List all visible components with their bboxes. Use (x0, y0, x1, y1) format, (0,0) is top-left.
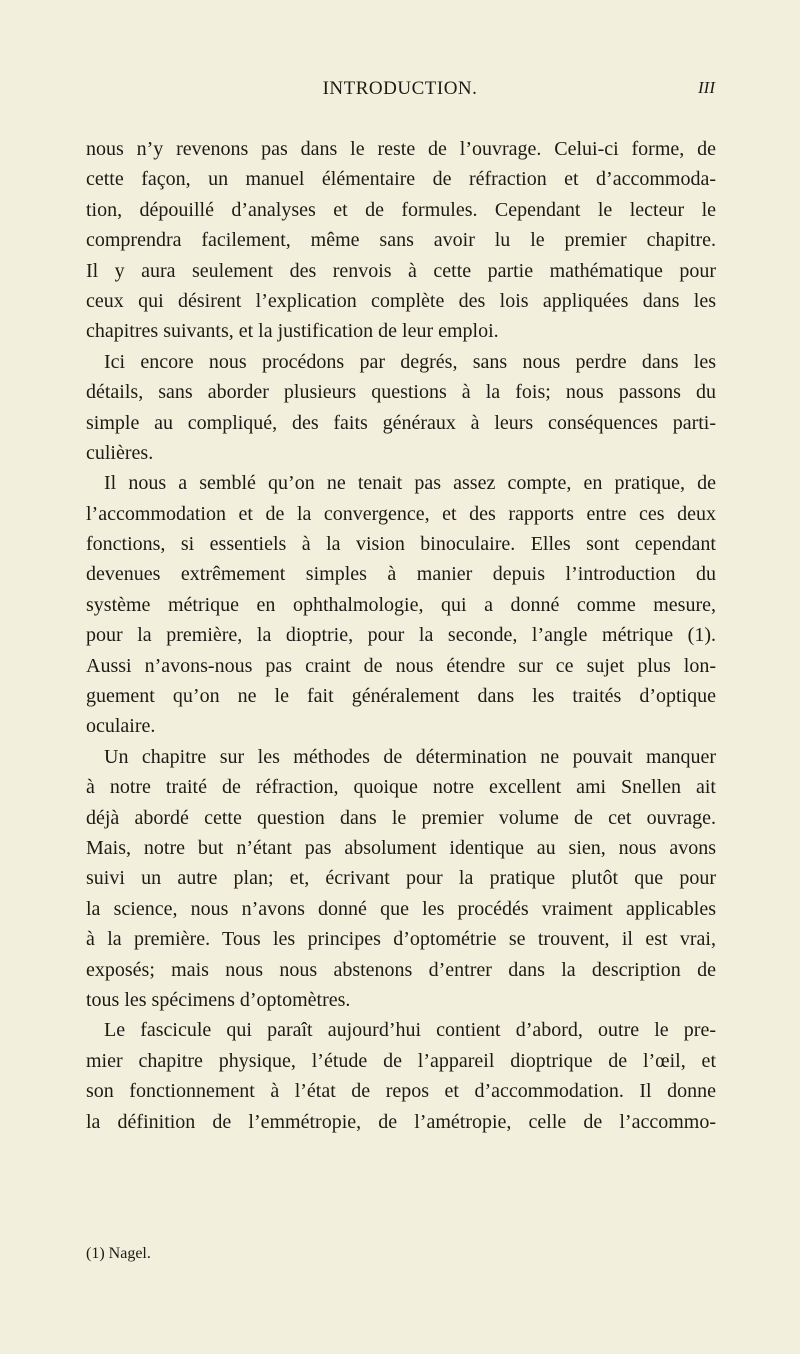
text-line: détails, sans aborder plusieurs questions à la fois; nous passons du (86, 381, 716, 404)
text-line: Il y aura seulement des renvois à cette partie mathématique pour (86, 259, 716, 282)
text-line: mier chapitre physique, l’étude de l’appareil dioptrique de l’œil, et (86, 1049, 716, 1072)
text-line: Aussi n’avons-nous pas craint de nous étendre sur ce sujet plus lon- (86, 654, 716, 677)
text-line: Ici encore nous procédons par degrés, sans nous perdre dans les (104, 350, 716, 373)
running-title: INTRODUCTION. (322, 78, 478, 99)
text-line: simple au compliqué, des faits généraux à leurs conséquences parti- (86, 411, 716, 434)
footnote: (1) Nagel. (86, 1245, 151, 1262)
text-line: tous les spécimens d’optomètres. (86, 988, 351, 1011)
text-line: guement qu’on ne le fait généralement dans les traités d’optique (86, 685, 716, 708)
text-line: oculaire. (86, 715, 156, 738)
text-line: tion, dépouillé d’analyses et de formules. Cependant le lecteur le (86, 198, 716, 221)
text-line: système métrique en ophthalmologie, qui a donné comme mesure, (86, 593, 716, 616)
text-line: la science, nous n’avons donné que les procédés vraiment applicables (86, 897, 716, 920)
text-line: l’accommodation et de la convergence, et des rapports entre ces deux (86, 502, 716, 525)
text-line: fonctions, si essentiels à la vision binoculaire. Elles sont cependant (86, 533, 716, 556)
text-line: Un chapitre sur les méthodes de détermination ne pouvait manquer (104, 745, 716, 768)
text-line: chapitres suivants, et la justification de leur emploi. (86, 320, 499, 343)
text-line: Il nous a semblé qu’on ne tenait pas assez compte, en pratique, de (104, 472, 716, 495)
text-line: cette façon, un manuel élémentaire de réfraction et d’accommoda- (86, 168, 716, 191)
text-line: devenues extrêmement simples à manier depuis l’introduction du (86, 563, 716, 586)
running-head (0, 78, 800, 102)
text-line: exposés; mais nous nous abstenons d’entrer dans la description de (86, 958, 716, 981)
text-line: déjà abordé cette question dans le premier volume de cet ouvrage. (86, 806, 716, 829)
text-line: nous n’y revenons pas dans le reste de l’ouvrage. Celui-ci forme, de (86, 138, 716, 160)
body-text (86, 134, 716, 1137)
text-line: pour la première, la dioptrie, pour la seconde, l’angle métrique (1). (86, 624, 716, 647)
text-line: suivi un autre plan; et, écrivant pour la pratique plutôt que pour (86, 867, 716, 890)
text-line: son fonctionnement à l’état de repos et d’accommodation. Il donne (86, 1080, 716, 1103)
text-line: Mais, notre but n’étant pas absolument identique au sien, nous avons (86, 836, 716, 859)
text-line: comprendra facilement, même sans avoir lu le premier chapitre. (86, 229, 716, 252)
text-line: à notre traité de réfraction, quoique notre excellent ami Snellen ait (86, 776, 716, 799)
text-line: à la première. Tous les principes d’optométrie se trouvent, il est vrai, (86, 928, 716, 951)
text-line: la définition de l’emmétropie, de l’amétropie, celle de l’accommo- (86, 1110, 716, 1133)
text-line: ceux qui désirent l’explication complète des lois appliquées dans les (86, 289, 716, 312)
page-number: III (698, 78, 715, 97)
text-line: culières. (86, 441, 154, 464)
text-line: Le fascicule qui paraît aujourd’hui contient d’abord, outre le pre- (104, 1019, 716, 1042)
